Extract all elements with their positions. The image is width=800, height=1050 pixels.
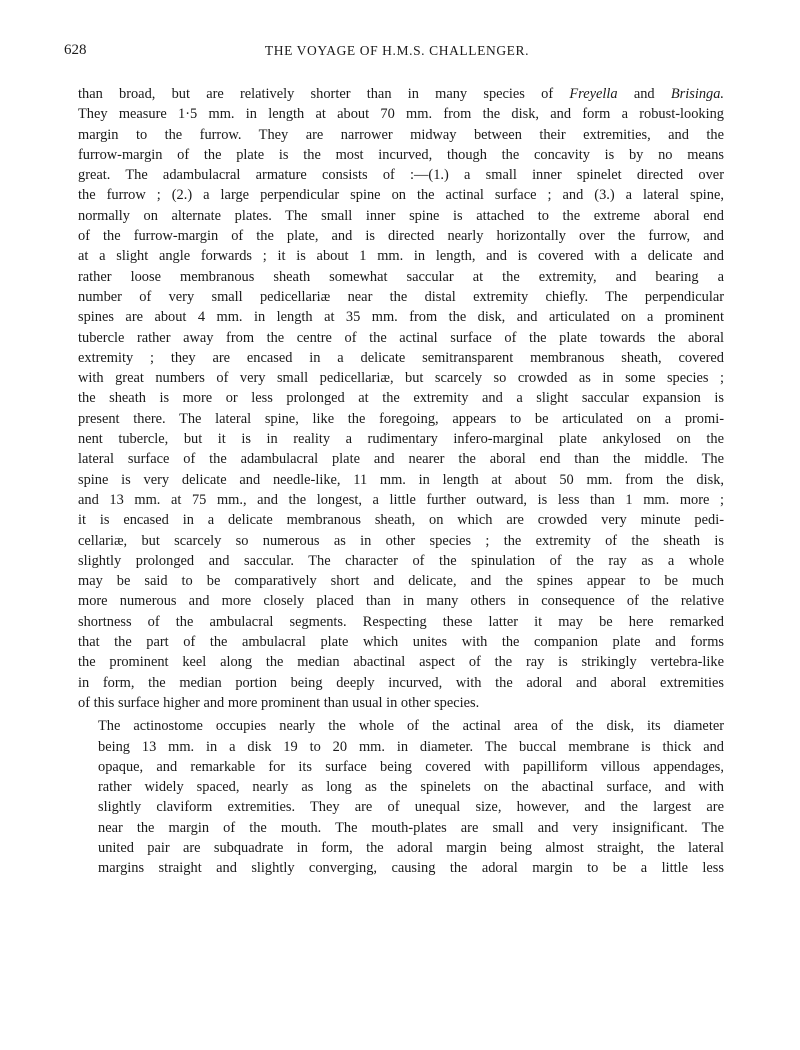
text-line: that the part of the ambulacral plate which unites with the companion plate and forms <box>78 634 724 651</box>
text-line: and 13 mm. at 75 mm., and the longest, a little further outward, is less than 1 mm. more ; <box>78 491 724 508</box>
text-line: lateral surface of the adambulacral plate and nearer the aboral end than the middle. The <box>78 451 724 468</box>
paragraph-1 <box>78 84 724 713</box>
text-line: of the furrow-margin of the plate, and is directed nearly horizontally over the furrow, and <box>78 228 724 245</box>
text-line: with great numbers of very small pedicellariæ, but scarcely so crowded as in some species ; <box>78 370 724 387</box>
text-line: normally on alternate plates. The small inner spine is attached to the extreme aboral end <box>78 207 724 224</box>
text-line: more numerous and more closely placed than in many others in consequence of the relative <box>78 593 724 610</box>
text-line: margin to the furrow. They are narrower midway between their extremities, and the <box>78 126 724 143</box>
text-line: nent tubercle, but it is in reality a rudimentary infero-marginal plate ankylosed on the <box>78 431 724 448</box>
text-line: margins straight and slightly converging, causing the adoral margin to be a little less <box>98 860 724 877</box>
text-line: number of very small pedicellariæ near the distal extremity chiefly. The perpendicular <box>78 288 724 305</box>
text-line: at a slight angle forwards ; it is about 1 mm. in length, and is covered with a delicate and <box>78 248 724 265</box>
genus-name: Brisinga. <box>670 86 724 102</box>
text-line: slightly prolonged and saccular. The character of the spinulation of the ray as a whole <box>78 552 724 569</box>
page-header <box>64 42 730 64</box>
text-line: may be said to be comparatively short and delicate, and the spines appear to be much <box>78 573 724 590</box>
text-line: of this surface higher and more prominent than usual in other species. <box>78 694 480 711</box>
text-line: rather loose membranous sheath somewhat saccular at the extremity, and bearing a <box>78 268 724 285</box>
text-line: being 13 mm. in a disk 19 to 20 mm. in diameter. The buccal membrane is thick and <box>98 738 724 755</box>
text-line: in form, the median portion being deeply incurved, with the adoral and aboral extremities <box>78 674 724 691</box>
text-line: rather widely spaced, nearly as long as the spinelets on the abactinal surface, and with <box>98 779 724 796</box>
text-line: The actinostome occupies nearly the whole of the actinal area of the disk, its diameter <box>98 718 724 735</box>
genus-name: Freyella <box>569 86 618 102</box>
text-line: spines are about 4 mm. in length at 35 mm. from the disk, and articulated on a prominent <box>78 309 724 326</box>
text-line: great. The adambulacral armature consists of :—(1.) a small inner spinelet directed over <box>78 167 724 184</box>
text-line: furrow-margin of the plate is the most incurved, though the concavity is by no means <box>78 146 724 163</box>
text-line: cellariæ, but scarcely so numerous as in other species ; the extremity of the sheath is <box>78 532 724 549</box>
text-line: slightly claviform extremities. They are of unequal size, however, and the largest are <box>98 799 724 816</box>
paragraph-2 <box>78 716 724 878</box>
text-line: the prominent keel along the median abactinal aspect of the ray is strikingly vertebra-like <box>78 654 724 671</box>
text-line: present there. The lateral spine, like the foregoing, appears to be articulated on a promi- <box>78 410 724 427</box>
text-line: spine is very delicate and needle-like, 11 mm. in length at about 50 mm. from the disk, <box>78 471 724 488</box>
text-line: extremity ; they are encased in a delicate semitransparent membranous sheath, covered <box>78 349 724 366</box>
text-line: it is encased in a delicate membranous sheath, on which are crowded very minute pedi- <box>78 512 724 529</box>
text-line: shortness of the ambulacral segments. Respecting these latter it may be here remarked <box>78 613 724 630</box>
running-title: THE VOYAGE OF H.M.S. CHALLENGER. <box>264 43 530 58</box>
text-line: opaque, and remarkable for its surface being covered with papilliform villous appendages, <box>98 758 724 775</box>
body-text <box>78 84 724 879</box>
text-line: united pair are subquadrate in form, the adoral margin being almost straight, the lateral <box>98 839 724 856</box>
page-number: 628 <box>64 42 87 58</box>
text-line: They measure 1·5 mm. in length at about 70 mm. from the disk, and form a robust-looking <box>78 106 724 123</box>
text-line: near the margin of the mouth. The mouth-plates are small and very insignificant. The <box>98 819 724 836</box>
text-line: the sheath is more or less prolonged at the extremity and a slight saccular expansion is <box>78 390 724 407</box>
text-line: the furrow ; (2.) a large perpendicular spine on the actinal surface ; and (3.) a lateral spine, <box>78 187 724 204</box>
text-line: tubercle rather away from the centre of the actinal surface of the plate towards the aboral <box>78 329 724 346</box>
text-line: than broad, but are relatively shorter than in many species of Freyella and Brisinga. <box>78 86 724 102</box>
